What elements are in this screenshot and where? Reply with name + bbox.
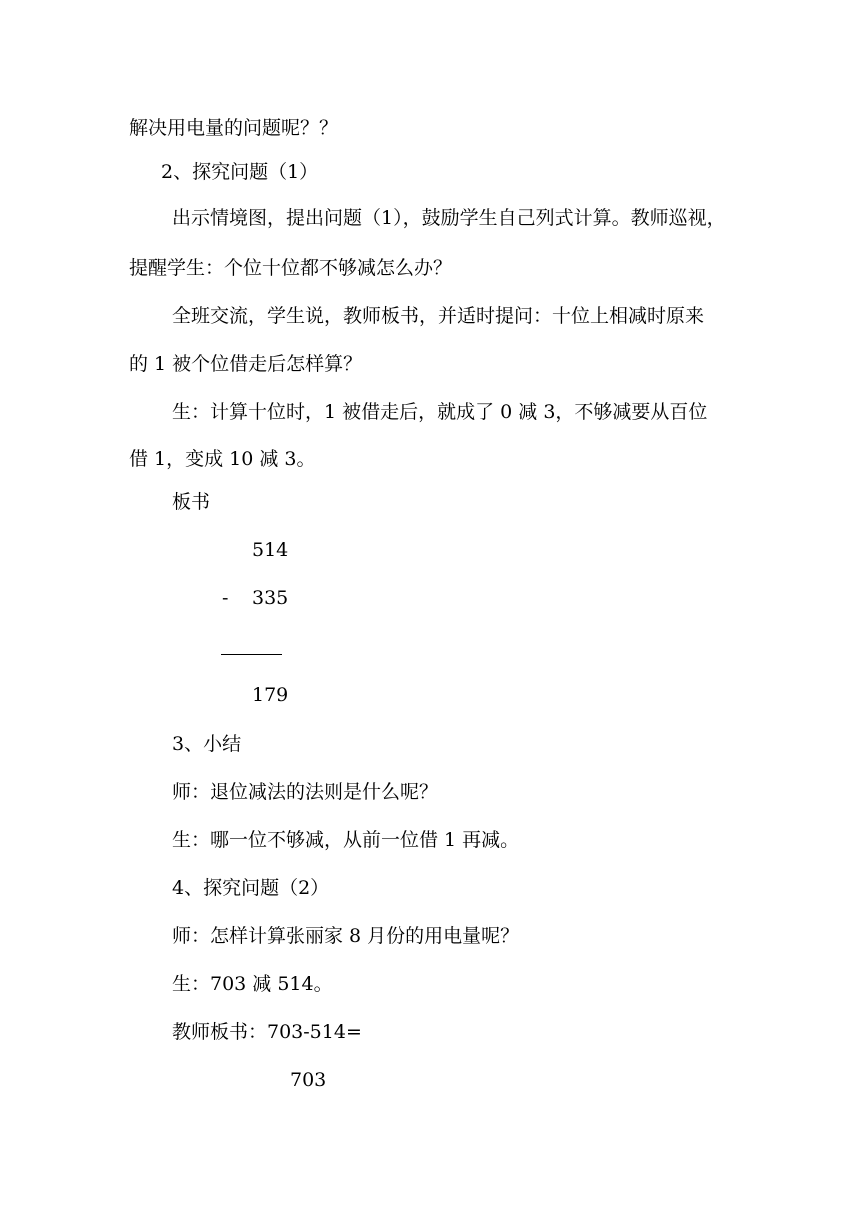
paragraph-line: 全班交流，学生说，教师板书，并适时提问：十位上相减时原来: [172, 305, 705, 327]
calc-subtrahend: 335: [252, 587, 289, 609]
calc-result: 179: [252, 684, 289, 706]
section-heading: 4、探究问题（2）: [172, 877, 330, 899]
paragraph-line: 借 1，变成 10 减 3。: [129, 448, 316, 470]
paragraph-line: 板书: [172, 491, 211, 513]
paragraph-line: 教师板书：703-514=: [172, 1021, 362, 1043]
calc-operator: -: [222, 587, 229, 609]
calc-minuend: 514: [252, 539, 289, 561]
paragraph-line: 师：退位减法的法则是什么呢？: [172, 781, 439, 803]
paragraph-line: 的 1 被个位借走后怎样算？: [129, 353, 363, 375]
paragraph-line: 解决用电量的问题呢？？: [129, 117, 339, 139]
calc-underline: [221, 654, 282, 655]
calc2-minuend: 703: [290, 1069, 327, 1091]
paragraph-line: 师：怎样计算张丽家 8 月份的用电量呢？: [172, 925, 520, 947]
paragraph-line: 生：703 减 514。: [172, 973, 333, 995]
section-heading: 3、小结: [172, 733, 242, 755]
paragraph-line: 提醒学生：个位十位都不够减怎么办？: [129, 257, 453, 279]
paragraph-line: 生：计算十位时，1 被借走后，就成了 0 减 3，不够减要从百位: [172, 401, 708, 423]
section-heading: 2、探究问题（1）: [161, 161, 319, 183]
paragraph-line: 出示情境图，提出问题（1），鼓励学生自己列式计算。教师巡视，: [172, 207, 726, 229]
paragraph-line: 生：哪一位不够减，从前一位借 1 再减。: [172, 829, 520, 851]
